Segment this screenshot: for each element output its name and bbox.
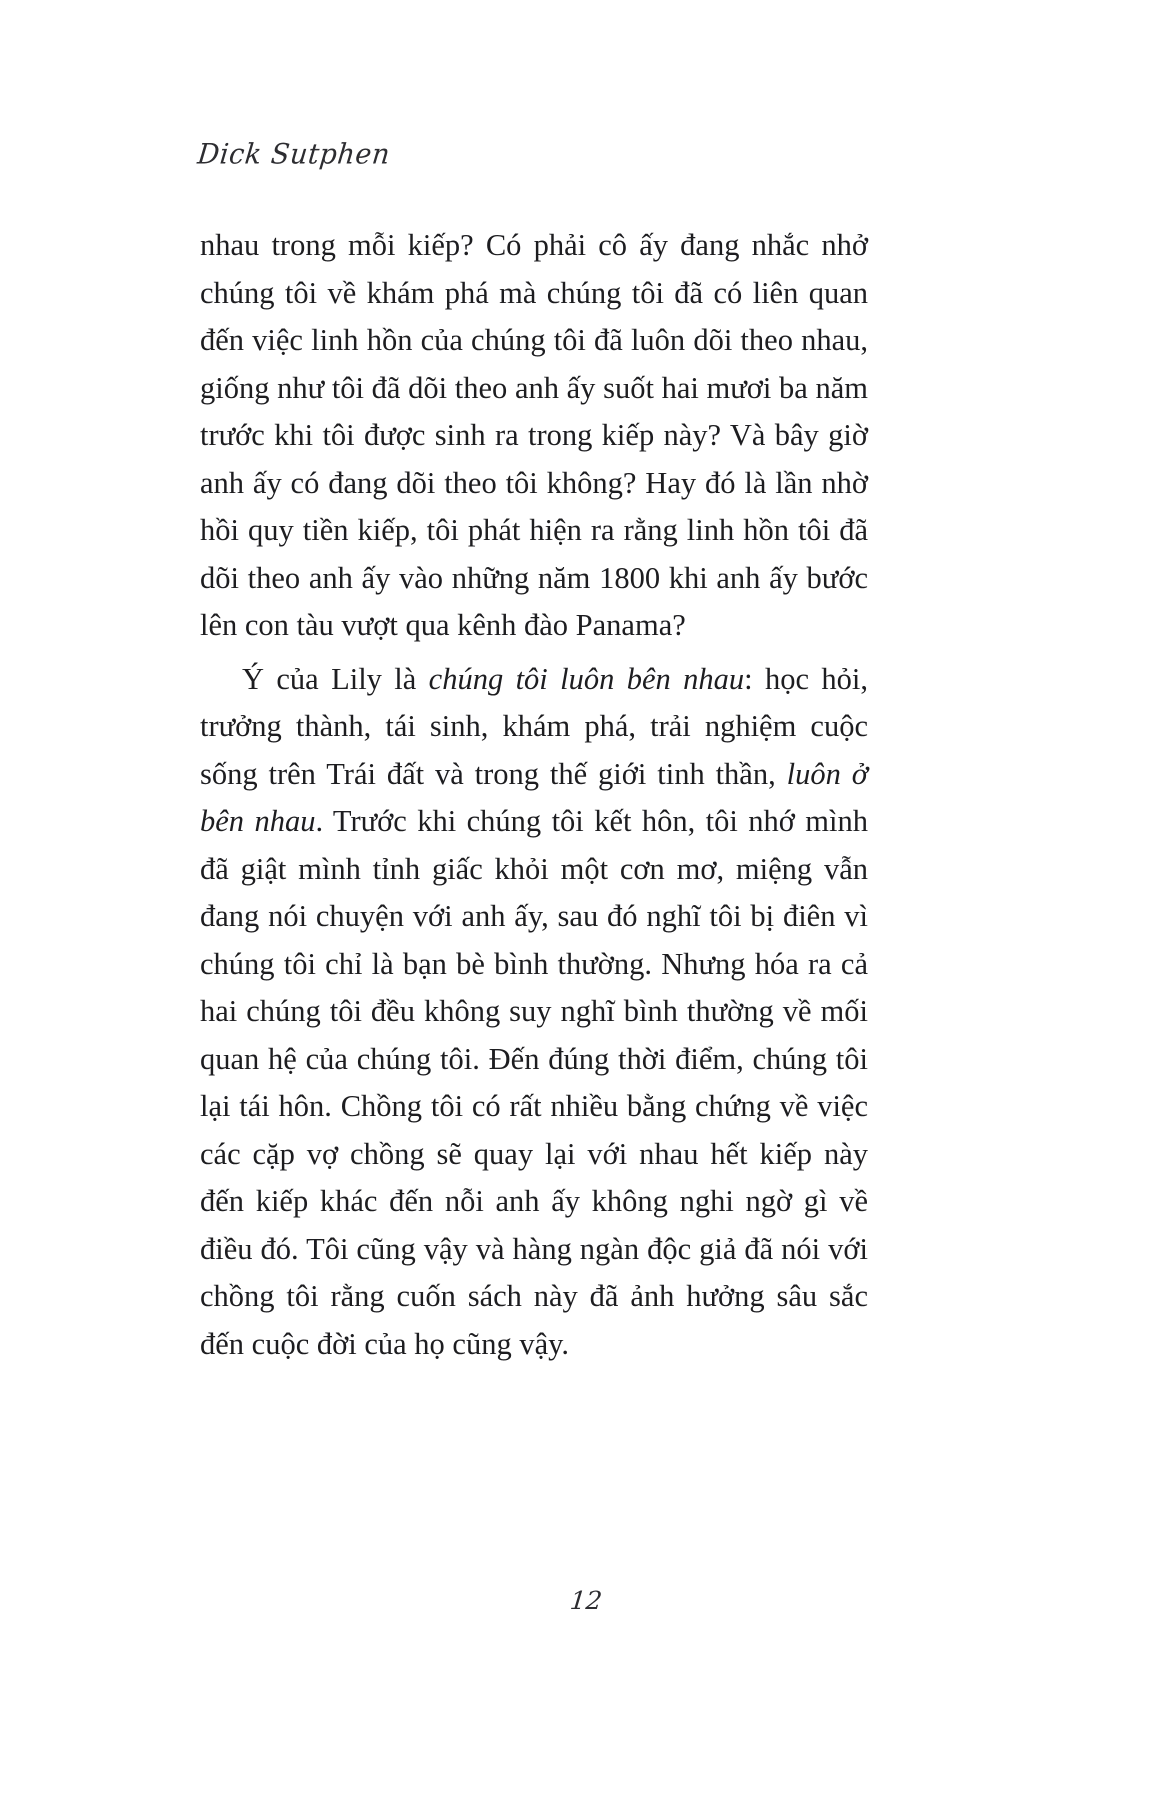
paragraph-1-run-0-regular: nhau trong mỗi kiếp? Có phải cô ấy đang nhắc nhở chúng tôi về khám phá mà chúng tôi đã có liên quan đến việc linh hồn của chúng tôi đã luôn dõi theo nhau, giống như tôi đã dõi theo anh ấy suốt hai mươi ba năm trước khi tôi được sinh ra trong kiếp này? Và bây giờ anh ấy có đang dõi theo tôi không? Hay đó là lần nhờ hồi quy tiền kiếp, tôi phát hiện ra rằng linh hồn tôi đã dõi theo anh ấy vào những năm 1800 khi anh ấy bước lên con tàu vượt qua kênh đào Panama? <box>200 228 868 642</box>
body-text-block <box>200 222 868 1368</box>
paragraph-2-run-4-regular: . Trước khi chúng tôi kết hôn, tôi nhớ mình đã giật mình tỉnh giấc khỏi một cơn mơ, miệng vẫn đang nói chuyện với anh ấy, sau đó nghĩ tôi bị điên vì chúng tôi chỉ là bạn bè bình thường. Nhưng hóa ra cả hai chúng tôi đều không suy nghĩ bình thường về mối quan hệ của chúng tôi. Đến đúng thời điểm, chúng tôi lại tái hôn. Chồng tôi có rất nhiều bằng chứng về việc các cặp vợ chồng sẽ quay lại với nhau hết kiếp này đến kiếp khác đến nỗi anh ấy không nghi ngờ gì về điều đó. Tôi cũng vậy và hàng ngàn độc giả đã nói với chồng tôi rằng cuốn sách này đã ảnh hưởng sâu sắc đến cuộc đời của họ cũng vậy. <box>200 804 868 1361</box>
running-head-author: Dick Sutphen <box>196 138 392 171</box>
paragraph-1 <box>200 222 868 650</box>
paragraph-2-run-1-italic: chúng tôi luôn bên nhau <box>428 661 745 696</box>
paragraph-2-run-2-regular: : học hỏi, trưởng thành, tái sinh, khám phá, trải nghiệm cuộc sống trên Trái đất và trong thế giới tinh thần, <box>200 661 868 791</box>
paragraph-2 <box>200 656 868 1369</box>
paragraph-2-run-3-italic: luôn ở bên nhau <box>200 756 868 838</box>
paragraph-2-run-0-regular: Ý của Lily là <box>242 661 429 696</box>
page-number: 12 <box>568 1586 604 1615</box>
